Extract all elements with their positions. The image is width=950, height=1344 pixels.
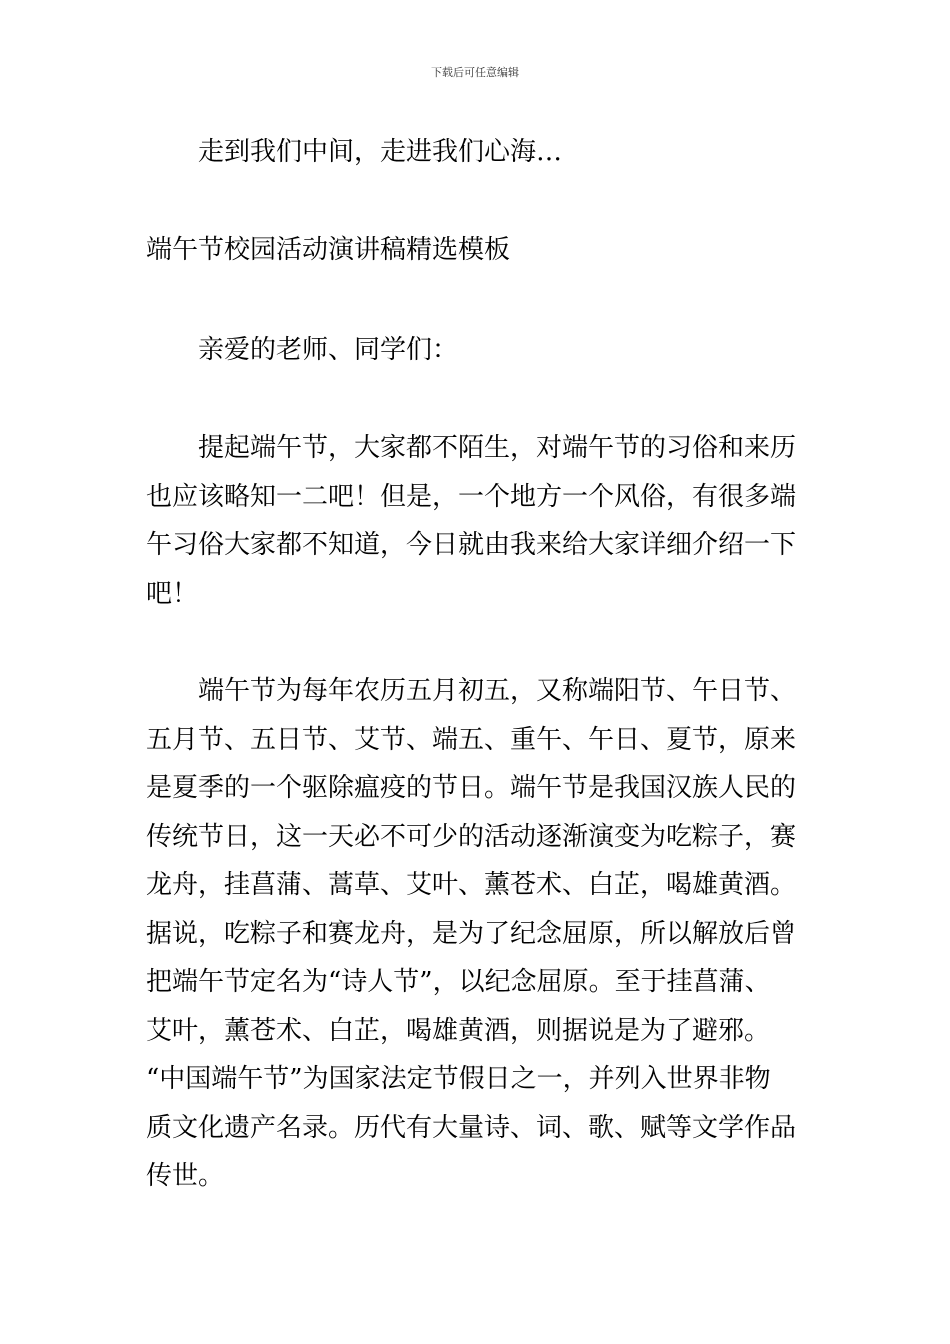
- paragraph-line: 走到我们中间，走进我们心海…: [198, 137, 563, 167]
- salutation: [146, 326, 810, 375]
- paragraph-line: 也应该略知一二吧！但是，一个地方一个风俗，有很多端: [146, 481, 797, 512]
- paragraph-line: 吧！: [146, 578, 199, 609]
- page-header-note: 下载后可任意编辑: [431, 66, 519, 79]
- paragraph-body: [146, 667, 810, 1201]
- paragraph-line: 端午节为每年农历五月初五，又称端阳节、午日节、: [198, 676, 797, 706]
- paragraph-line: 午习俗大家都不知道，今日就由我来给大家详细介绍一下: [146, 530, 797, 560]
- title-line: 端午节校园活动演讲稿精选模板: [146, 235, 511, 265]
- paragraph-line: 艾叶，薰苍术、白芷，喝雄黄酒，则据说是为了避邪。: [146, 1015, 771, 1046]
- paragraph-line: “中国端午节”为国家法定节假日之一，并列入世界非物: [146, 1064, 771, 1094]
- salutation-line: 亲爱的老师、同学们：: [198, 335, 459, 365]
- paragraph-intro: [146, 424, 810, 618]
- paragraph-line: 五月节、五日节、艾节、端五、重午、午日、夏节，原来: [146, 724, 797, 755]
- paragraph-line: 龙舟，挂菖蒲、蒿草、艾叶、薰苍术、白芷，喝雄黄酒。: [146, 870, 797, 900]
- paragraph-closing-line: [146, 128, 810, 177]
- paragraph-line: 传统节日，这一天必不可少的活动逐渐演变为吃粽子，赛: [146, 821, 797, 852]
- paragraph-line: 是夏季的一个驱除瘟疫的节日。端午节是我国汉族人民的: [146, 773, 797, 803]
- paragraph-line: 提起端午节，大家都不陌生，对端午节的习俗和来历: [198, 433, 797, 463]
- paragraph-line: 把端午节定名为“诗人节”，以纪念屈原。至于挂菖蒲、: [146, 967, 771, 997]
- paragraph-line: 据说，吃粽子和赛龙舟，是为了纪念屈原，所以解放后曾: [146, 918, 797, 949]
- document-title: [146, 226, 810, 275]
- paragraph-line: 传世。: [146, 1161, 225, 1191]
- paragraph-line: 质文化遗产名录。历代有大量诗、词、歌、赋等文学作品: [146, 1112, 797, 1143]
